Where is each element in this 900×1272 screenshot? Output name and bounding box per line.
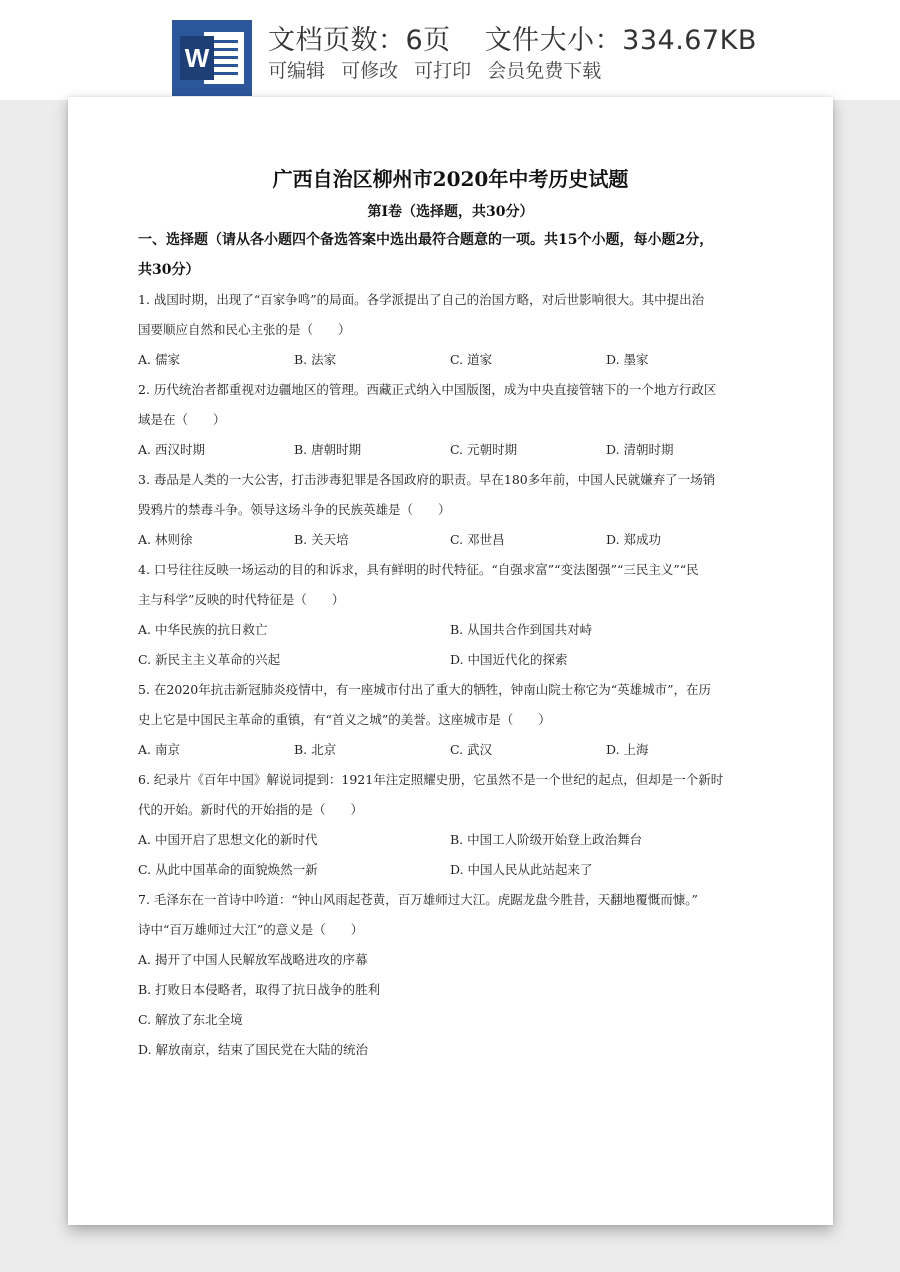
question-1-line-1: 1. 战国时期，出现了“百家争鸣”的局面。各学派提出了自己的治国方略，对后世影响很大。其中提出治 — [138, 292, 705, 307]
question-4-option-b: B. 从国共合作到国共对峙 — [450, 622, 593, 637]
feature-editable: 可编辑 — [268, 60, 326, 82]
feature-list — [268, 56, 611, 83]
question-1-option-b: B. 法家 — [294, 352, 337, 367]
question-6-option-c: C. 从此中国革命的面貌焕然一新 — [138, 862, 318, 877]
question-2-option-d: D. 清朝时期 — [606, 442, 674, 457]
question-6-line-1: 6. 纪录片《百年中国》解说词提到：1921年注定照耀史册，它虽然不是一个世纪的起点，但却是一个新时 — [138, 772, 724, 787]
feature-printable: 可打印 — [414, 60, 472, 82]
question-5-option-d: D. 上海 — [606, 742, 649, 757]
question-5-line-2: 史上它是中国民主革命的重镇，有“首义之城”的美誉。这座城市是（ ） — [138, 712, 551, 727]
question-6-option-a: A. 中国开启了思想文化的新时代 — [138, 832, 318, 847]
question-4-line-2: 主与科学”反映的时代特征是（ ） — [138, 592, 345, 607]
question-2-line-1: 2. 历代统治者都重视对边疆地区的管理。西藏正式纳入中国版图，成为中央直接管辖下的一个地方行政区 — [138, 382, 717, 397]
question-7-option-a: A. 揭开了中国人民解放军战略进攻的序幕 — [138, 952, 368, 967]
question-1-option-c: C. 道家 — [450, 352, 493, 367]
file-size: 文件大小：334.67KB — [484, 25, 757, 56]
question-3-line-1: 3. 毒品是人类的一大公害，打击涉毒犯罪是各国政府的职责。早在180多年前，中国人民就嫌弃了一场销 — [138, 472, 716, 487]
question-3-option-b: B. 关天培 — [294, 532, 349, 547]
question-7-line-2: 诗中“百万雄师过大江”的意义是（ ） — [138, 922, 364, 937]
question-7-option-d: D. 解放南京，结束了国民党在大陆的统治 — [138, 1042, 369, 1057]
question-1-line-2: 国要顺应自然和民心主张的是（ ） — [138, 322, 351, 337]
page-count: 文档页数：6页 — [268, 25, 451, 56]
document-info-header — [0, 0, 900, 100]
question-2-line-2: 域是在（ ） — [138, 412, 226, 427]
question-3-option-d: D. 郑成功 — [606, 532, 662, 547]
question-1-option-d: D. 墨家 — [606, 352, 649, 367]
question-6-option-d: D. 中国人民从此站起来了 — [450, 862, 593, 877]
question-4-option-c: C. 新民主主义革命的兴起 — [138, 652, 281, 667]
question-4-line-1: 4. 口号往往反映一场运动的目的和诉求，具有鲜明的时代特征。“自强求富”“变法图强”“三民主义”“民 — [138, 562, 699, 577]
question-3-option-a: A. 林则徐 — [138, 532, 193, 547]
question-2-option-b: B. 唐朝时期 — [294, 442, 362, 457]
question-2-option-c: C. 元朝时期 — [450, 442, 518, 457]
question-7-line-1: 7. 毛泽东在一首诗中吟道：“钟山风雨起苍黄，百万雄师过大江。虎踞龙盘今胜昔，天翻地覆慨而慷。” — [138, 892, 698, 907]
feature-modifiable: 可修改 — [341, 60, 399, 82]
question-5-option-a: A. 南京 — [138, 742, 180, 757]
question-5-option-b: B. 北京 — [294, 742, 337, 757]
section-heading-line-2: 共30分） — [138, 262, 200, 278]
exam-subtitle: 第Ⅰ卷（选择题，共30分） — [367, 204, 534, 220]
exam-title: 广西自治区柳州市2020年中考历史试题 — [272, 167, 629, 191]
file-meta — [268, 18, 757, 57]
word-document-icon — [172, 20, 252, 96]
question-5-line-1: 5. 在2020年抗击新冠肺炎疫情中，有一座城市付出了重大的牺牲，钟南山院士称它为“英雄城市”，在历 — [138, 682, 711, 697]
question-4-option-d: D. 中国近代化的探索 — [450, 652, 568, 667]
question-4-option-a: A. 中华民族的抗日救亡 — [138, 622, 268, 637]
question-6-option-b: B. 中国工人阶级开始登上政治舞台 — [450, 832, 643, 847]
document-page — [68, 97, 833, 1225]
question-1-option-a: A. 儒家 — [138, 352, 180, 367]
question-7-option-b: B. 打败日本侵略者，取得了抗日战争的胜利 — [138, 982, 381, 997]
question-3-line-2: 毁鸦片的禁毒斗争。领导这场斗争的民族英雄是（ ） — [138, 502, 451, 517]
feature-member-download: 会员免费下载 — [487, 60, 602, 82]
question-2-option-a: A. 西汉时期 — [138, 442, 205, 457]
question-6-line-2: 代的开始。新时代的开始指的是（ ） — [138, 802, 364, 817]
word-icon-letter: W — [184, 43, 210, 73]
question-5-option-c: C. 武汉 — [450, 742, 493, 757]
section-heading-line-1: 一、选择题（请从各小题四个备选答案中选出最符合题意的一项。共15个小题，每小题2分， — [138, 232, 714, 248]
question-3-option-c: C. 邓世昌 — [450, 532, 505, 547]
question-7-option-c: C. 解放了东北全境 — [138, 1012, 243, 1027]
